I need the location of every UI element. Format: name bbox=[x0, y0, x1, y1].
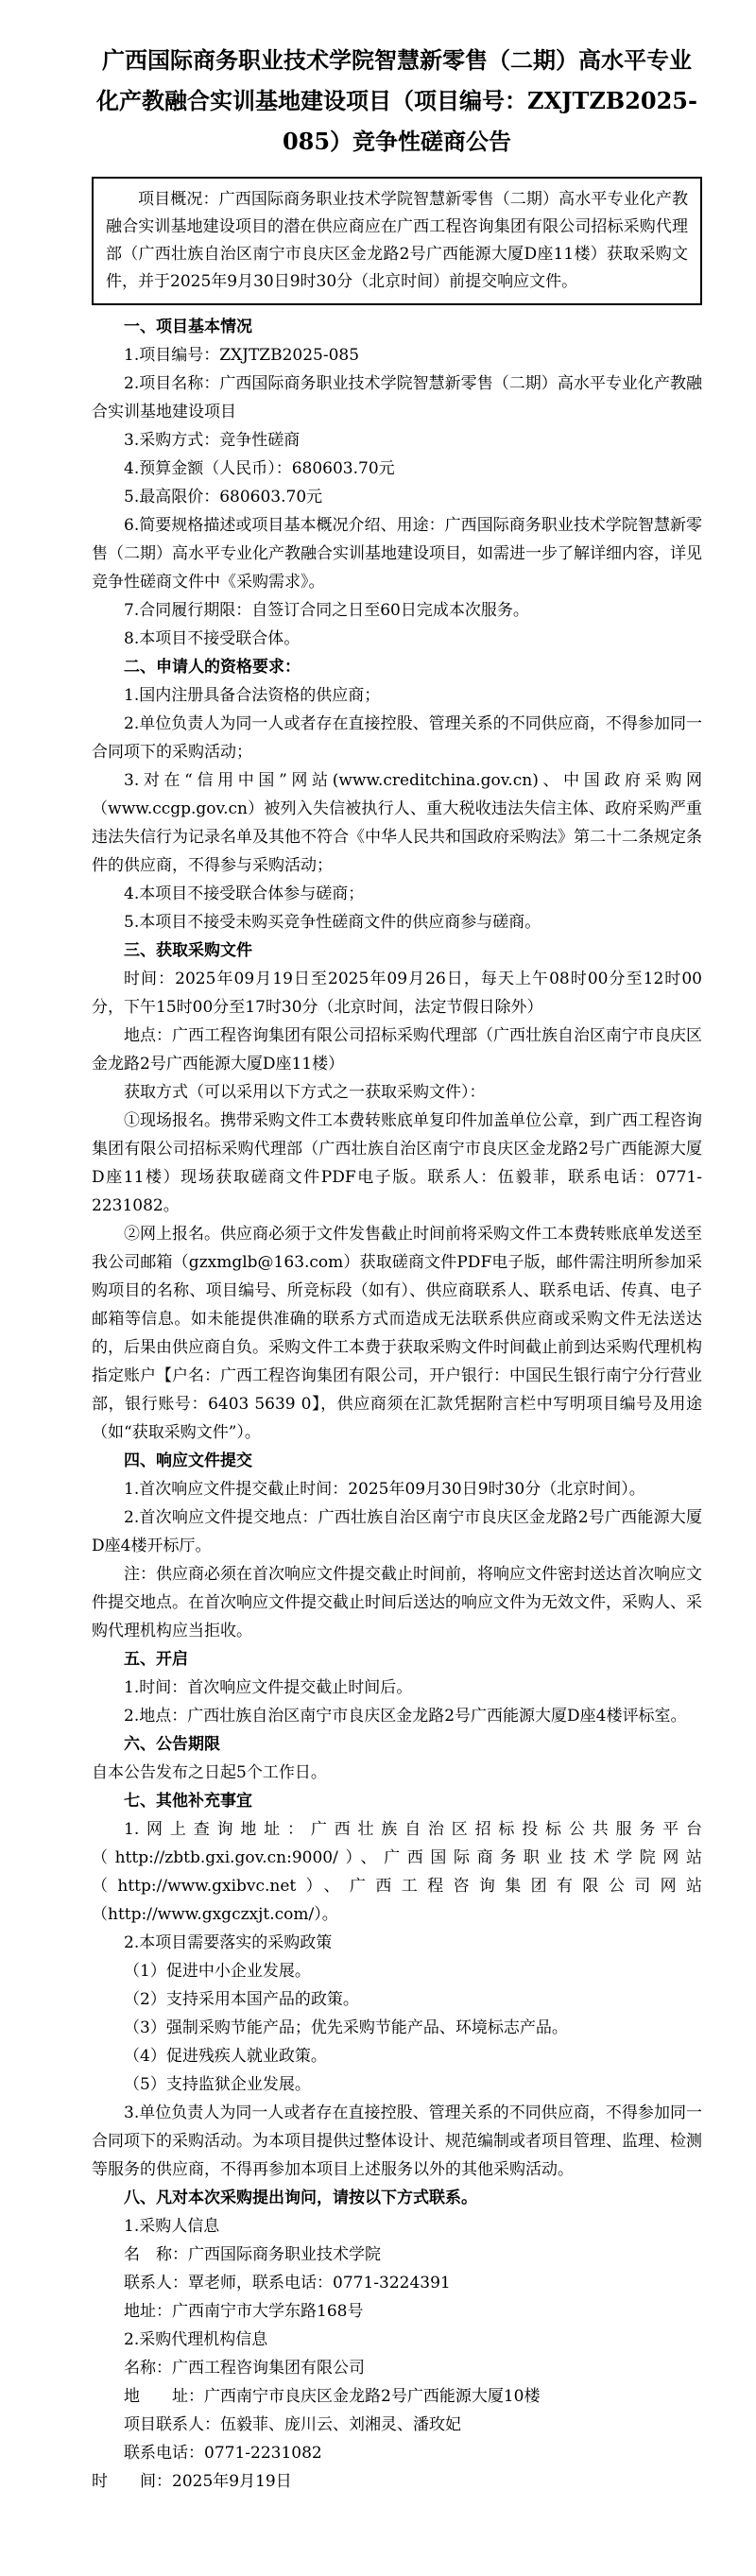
paragraph: 获取方式（可以采用以下方式之一获取采购文件）： bbox=[124, 1083, 486, 1102]
section-heading: 七、其他补充事宜 bbox=[124, 1792, 252, 1811]
paragraph: 2.地点：广西壮族自治区南宁市良庆区金龙路2号广西能源大厦D座4楼评标室。 bbox=[124, 1707, 687, 1726]
paragraph: ②网上报名。供应商必须于文件发售截止时间前将采购文件工本费转账底单发送至我公司邮箱（gzxmglb@163.com）获取磋商文件PDF电子版，邮件需注明所参加采购项目的名称、项目编号、所竞标段（如有）、供应商联系人、联系电话、传真、电子邮箱等信息。如未能提供准确的联系方式而造成无法联系供应商或采购文件无法送达的，后果由供应商自负。采购文件工本费于获取采购文件时间截止前到达采购代理机构指定账户【户名：广西工程咨询集团有限公司，开户银行：中国民生银行南宁分行营业部，银行账号：6403 5639 0】，供应商须在汇款凭据附言栏中写明项目编号及用途（如“获取采购文件”）。 bbox=[92, 1225, 702, 1442]
project-overview-text: 项目概况：广西国际商务职业技术学院智慧新零售（二期）高水平专业化产教融合实训基地建设项目的潜在供应商应在广西工程咨询集团有限公司招标采购代理部（广西壮族自治区南宁市良庆区金龙路2号广西能源大厦D座11楼）获取采购文件，并于2025年9月30日9时30分（北京时间）前提交响应文件。 bbox=[106, 190, 688, 291]
paragraph: 联系人：覃老师，联系电话：0771-3224391 bbox=[124, 2274, 451, 2293]
paragraph: （2）支持采用本国产品的政策。 bbox=[124, 1990, 359, 2009]
paragraph: 1.网上查询地址：广西壮族自治区招标投标公共服务平台（http://zbtb.gxi.gov.cn:9000/）、广西国际商务职业技术学院网站（http://www.gxibvc.net）、广西工程咨询集团有限公司网站（http://www.gxgczxjt.com/）。 bbox=[92, 1820, 702, 1924]
paragraph: 2.单位负责人为同一人或者存在直接控股、管理关系的不同供应商，不得参加同一合同项下的采购活动； bbox=[92, 714, 702, 762]
paragraph: 名称：广西工程咨询集团有限公司 bbox=[124, 2359, 365, 2378]
paragraph: （3）强制采购节能产品；优先采购节能产品、环境标志产品。 bbox=[124, 2018, 568, 2037]
paragraph: 自本公告发布之日起5个工作日。 bbox=[92, 1763, 327, 1782]
paragraph: 2.首次响应文件提交地点：广西壮族自治区南宁市良庆区金龙路2号广西能源大厦D座4楼开标厅。 bbox=[92, 1508, 702, 1555]
paragraph: 5.最高限价：680603.70元 bbox=[124, 488, 323, 507]
document-title: 广西国际商务职业技术学院智慧新零售（二期）高水平专业化产教融合实训基地建设项目（项目编号：ZXJTZB2025-085）竞争性磋商公告 bbox=[96, 46, 697, 155]
paragraph: 6.简要规格描述或项目基本概况介绍、用途：广西国际商务职业技术学院智慧新零售（二期）高水平专业化产教融合实训基地建设项目，如需进一步了解详细内容，详见竞争性磋商文件中《采购需求》。 bbox=[92, 516, 702, 592]
paragraph: 注：供应商必须在首次响应文件提交截止时间前，将响应文件密封送达首次响应文件提交地点。在首次响应文件提交截止时间后送达的响应文件为无效文件，采购人、采购代理机构应当拒收。 bbox=[92, 1565, 702, 1640]
paragraph: 联系电话：0771-2231082 bbox=[124, 2444, 322, 2463]
paragraph: 项目联系人：伍毅菲、庞川云、刘湘灵、潘玫妃 bbox=[124, 2415, 461, 2434]
paragraph: 1.采购人信息 bbox=[124, 2217, 220, 2236]
paragraph: 8.本项目不接受联合体。 bbox=[124, 629, 301, 648]
paragraph: 时 间：2025年9月19日 bbox=[92, 2472, 292, 2491]
paragraph: ①现场报名。携带采购文件工本费转账底单复印件加盖单位公章，到广西工程咨询集团有限公司招标采购代理部（广西壮族自治区南宁市良庆区金龙路2号广西能源大厦D座11楼）现场获取磋商文件PDF电子版。联系人：伍毅菲，联系电话：0771-2231082。 bbox=[92, 1111, 702, 1215]
paragraph: 1.国内注册具备合法资格的供应商； bbox=[124, 686, 381, 705]
section-heading: 八、凡对本次采购提出询问，请按以下方式联系。 bbox=[124, 2189, 477, 2207]
document-body bbox=[92, 313, 702, 2496]
section-heading: 一、项目基本情况 bbox=[124, 318, 252, 336]
paragraph: （1）促进中小企业发展。 bbox=[124, 1962, 311, 1981]
section-heading: 二、申请人的资格要求： bbox=[124, 658, 301, 677]
paragraph: 1.首次响应文件提交截止时间：2025年09月30日9时30分（北京时间）。 bbox=[124, 1480, 645, 1499]
paragraph: 1.项目编号：ZXJTZB2025-085 bbox=[124, 346, 360, 365]
section-heading: 五、开启 bbox=[124, 1650, 188, 1669]
paragraph: 4.预算金额（人民币）：680603.70元 bbox=[124, 459, 395, 478]
section-heading: 六、公告期限 bbox=[124, 1735, 220, 1754]
section-heading: 四、响应文件提交 bbox=[124, 1451, 252, 1470]
section-heading: 三、获取采购文件 bbox=[124, 941, 252, 960]
paragraph: 7.合同履行期限：自签订合同之日至60日完成本次服务。 bbox=[124, 601, 529, 620]
paragraph: 4.本项目不接受联合体参与磋商； bbox=[124, 884, 365, 903]
paragraph: 地 址：广西南宁市良庆区金龙路2号广西能源大厦10楼 bbox=[124, 2387, 541, 2406]
paragraph: 时间：2025年09月19日至2025年09月26日，每天上午08时00分至12时00分，下午15时00分至17时30分（北京时间，法定节假日除外） bbox=[92, 970, 702, 1017]
paragraph: 2.采购代理机构信息 bbox=[124, 2330, 268, 2349]
paragraph: 5.本项目不接受未购买竞争性磋商文件的供应商参与磋商。 bbox=[124, 913, 541, 932]
project-overview-box bbox=[92, 177, 702, 305]
paragraph: 3.采购方式：竞争性磋商 bbox=[124, 431, 301, 450]
paragraph: 3.对在“信用中国”网站(www.creditchina.gov.cn)、中国政府采购网（www.ccgp.gov.cn）被列入失信被执行人、重大税收违法失信主体、政府采购严重违法失信行为记录名单及其他不符合《中华人民共和国政府采购法》第二十二条规定条件的供应商，不得参与采购活动； bbox=[92, 771, 702, 875]
paragraph: （4）促进残疾人就业政策。 bbox=[124, 2047, 327, 2066]
paragraph: 1.时间：首次响应文件提交截止时间后。 bbox=[124, 1678, 413, 1697]
paragraph: 名 称：广西国际商务职业技术学院 bbox=[124, 2245, 381, 2264]
paragraph: 地点：广西工程咨询集团有限公司招标采购代理部（广西壮族自治区南宁市良庆区金龙路2号广西能源大厦D座11楼） bbox=[92, 1026, 702, 1073]
paragraph: 2.本项目需要落实的采购政策 bbox=[124, 1933, 333, 1952]
paragraph: （5）支持监狱企业发展。 bbox=[124, 2075, 311, 2094]
paragraph: 地址：广西南宁市大学东路168号 bbox=[124, 2302, 364, 2321]
paragraph: 2.项目名称：广西国际商务职业技术学院智慧新零售（二期）高水平专业化产教融合实训基地建设项目 bbox=[92, 374, 702, 421]
paragraph: 3.单位负责人为同一人或者存在直接控股、管理关系的不同供应商，不得参加同一合同项下的采购活动。为本项目提供过整体设计、规范编制或者项目管理、监理、检测等服务的供应商，不得再参加本项目上述服务以外的其他采购活动。 bbox=[92, 2104, 702, 2179]
